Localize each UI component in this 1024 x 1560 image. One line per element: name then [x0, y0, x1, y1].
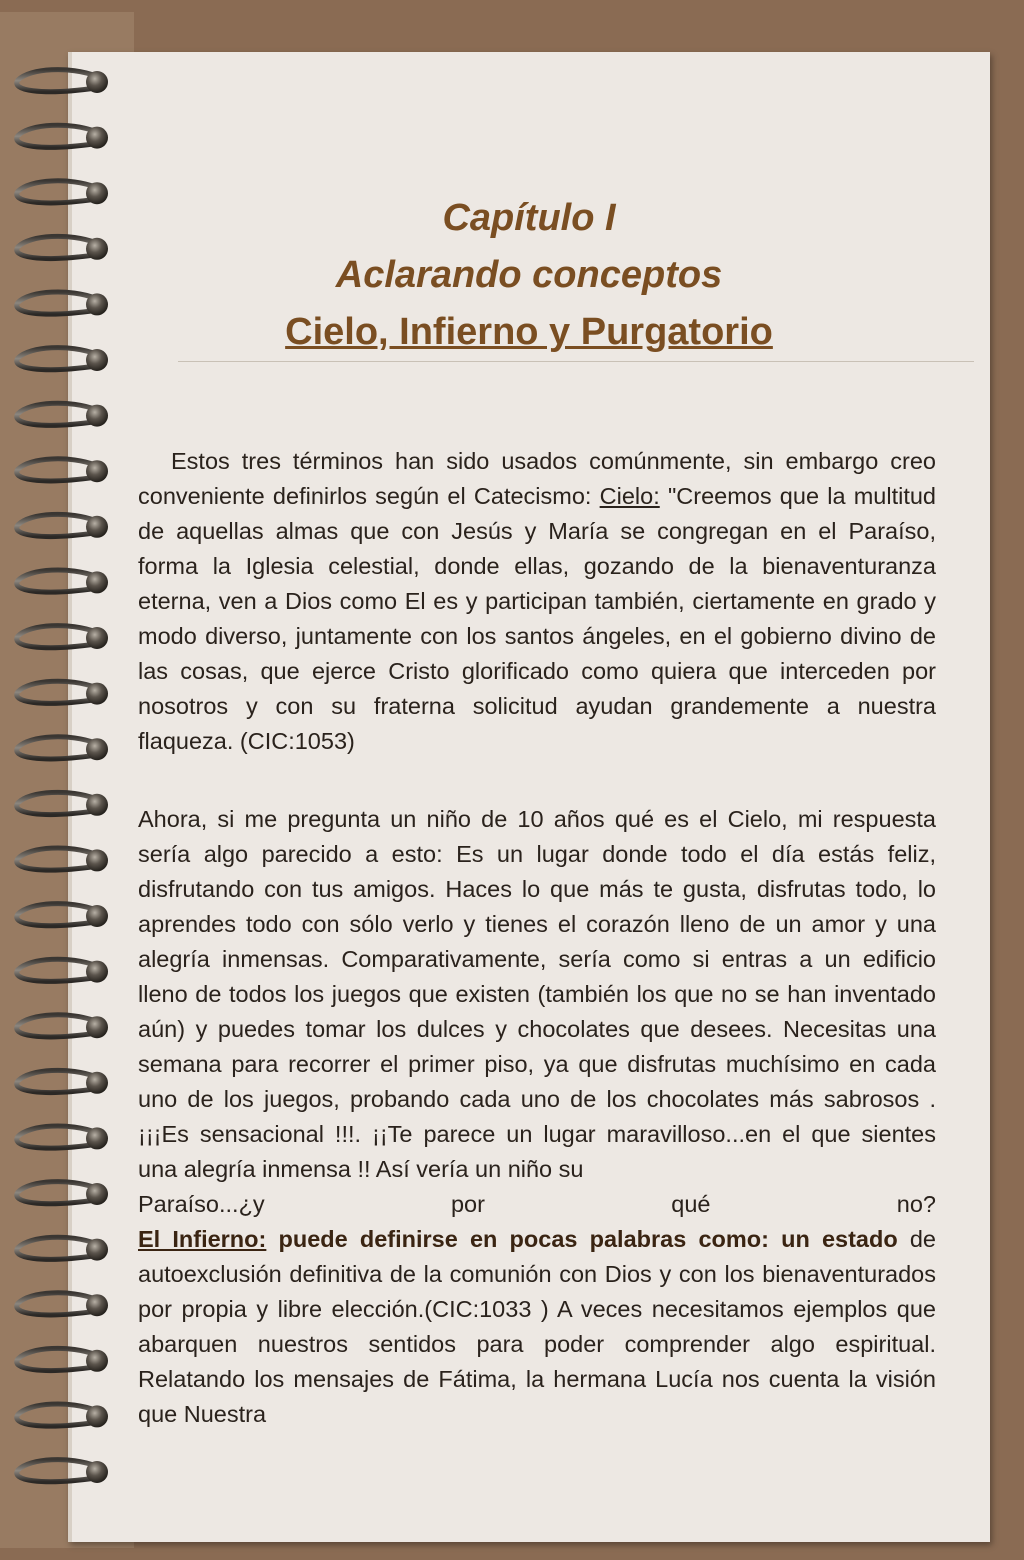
spiral-ring [17, 514, 108, 537]
chapter-subtitle: Aclarando conceptos [335, 254, 723, 296]
spiral-ring [17, 681, 108, 704]
spiral-ring [17, 1293, 108, 1316]
notebook-page [68, 52, 990, 1542]
spiral-ring [17, 292, 108, 315]
child-explanation: Ahora, si me pregunta un niño de 10 años qué es el Cielo, mi respuesta sería algo parecido a esto: Es un lugar donde todo el día estás feliz, disfrutando con tus amigos. Haces lo que más te gusta, disfrutas todo, lo aprendes todo con sólo verlo y tienes el corazón lleno de un amor y una alegría inmensas. Comparativamente, sería como si entras a un edificio lleno de todos los juegos que existen (también los que no se han inventado aún) y puedes tomar los dulces y chocolates que desees. Necesitas una semana para recorrer el primer piso, ya que disfrutas muchísimo en cada uno de los juegos, probando cada uno de los chocolates más sabrosos . ¡¡¡Es sensacional !!!. ¡¡Te parece un lugar maravilloso...en el que sientes una alegría inmensa !! Así vería un niño su [138, 806, 936, 1182]
infierno-bold-text: puede definirse en pocas palabras como: un estado [278, 1226, 898, 1252]
spiral-ring [17, 848, 108, 871]
spiral-ring [17, 348, 108, 371]
spiral-ring [17, 626, 108, 649]
spiral-ring [17, 1070, 108, 1093]
spiral-ring [17, 959, 108, 982]
spiral-ring [17, 1015, 108, 1038]
spiral-ring [17, 737, 108, 760]
chapter-title: Capítulo I [442, 197, 616, 239]
spiral-binding [0, 0, 120, 1560]
spiral-ring [17, 1404, 108, 1427]
cielo-definition: "Creemos que la multitud de aquellas almas que con Jesús y María se congregan en el Paraíso, forma la Iglesia celestial, donde ellas, gozando de la bienaventuranza eterna, ven a Dios como El es y participan también, ciertamente en grado y modo diverso, juntamente con los santos ángeles, en el gobierno divino de las cosas, que ejerce Cristo glorificado como quiera que interceden por nosotros y con su fraterna solicitud ayudan grandemente a nuestra flaqueza. (CIC:1053) [138, 483, 936, 754]
explanation-paragraph [138, 802, 936, 1432]
spiral-ring [17, 904, 108, 927]
spiral-ring [17, 570, 108, 593]
body-text [138, 444, 936, 1432]
chapter-heading [68, 190, 990, 361]
spiral-ring [17, 1460, 108, 1483]
intro-text: Estos tres términos han sido usados comúnmente, sin embargo creo conveniente definirlos según el Catecismo: [138, 448, 936, 509]
spiral-ring [17, 1348, 108, 1371]
cielo-label: Cielo: [599, 483, 660, 509]
spiral-ring [17, 459, 108, 482]
infierno-label: El Infierno: [138, 1226, 267, 1252]
infierno-definition: de autoexclusión definitiva de la comunión con Dios y con los bienaventurados por propia y libre elección.(CIC:1033 ) A veces necesitamos ejemplos que abarquen nuestros sentidos para poder comprender algo espiritual. Relatando los mensajes de Fátima, la hermana Lucía nos cuenta la visión que Nuestra [138, 1226, 936, 1427]
spiral-ring [17, 125, 108, 148]
chapter-topic: Cielo, Infierno y Purgatorio [285, 311, 773, 353]
spiral-ring [17, 403, 108, 426]
spiral-ring [17, 236, 108, 259]
catechism-paragraph [138, 444, 936, 759]
spiral-ring [17, 181, 108, 204]
spiral-ring [17, 792, 108, 815]
spiral-ring [17, 70, 108, 93]
spiral-ring [17, 1182, 108, 1205]
heading-divider [178, 361, 974, 362]
spiral-ring [17, 1126, 108, 1149]
spiral-ring [17, 1237, 108, 1260]
child-explanation-end: Paraíso...¿y por qué no? [138, 1191, 936, 1217]
